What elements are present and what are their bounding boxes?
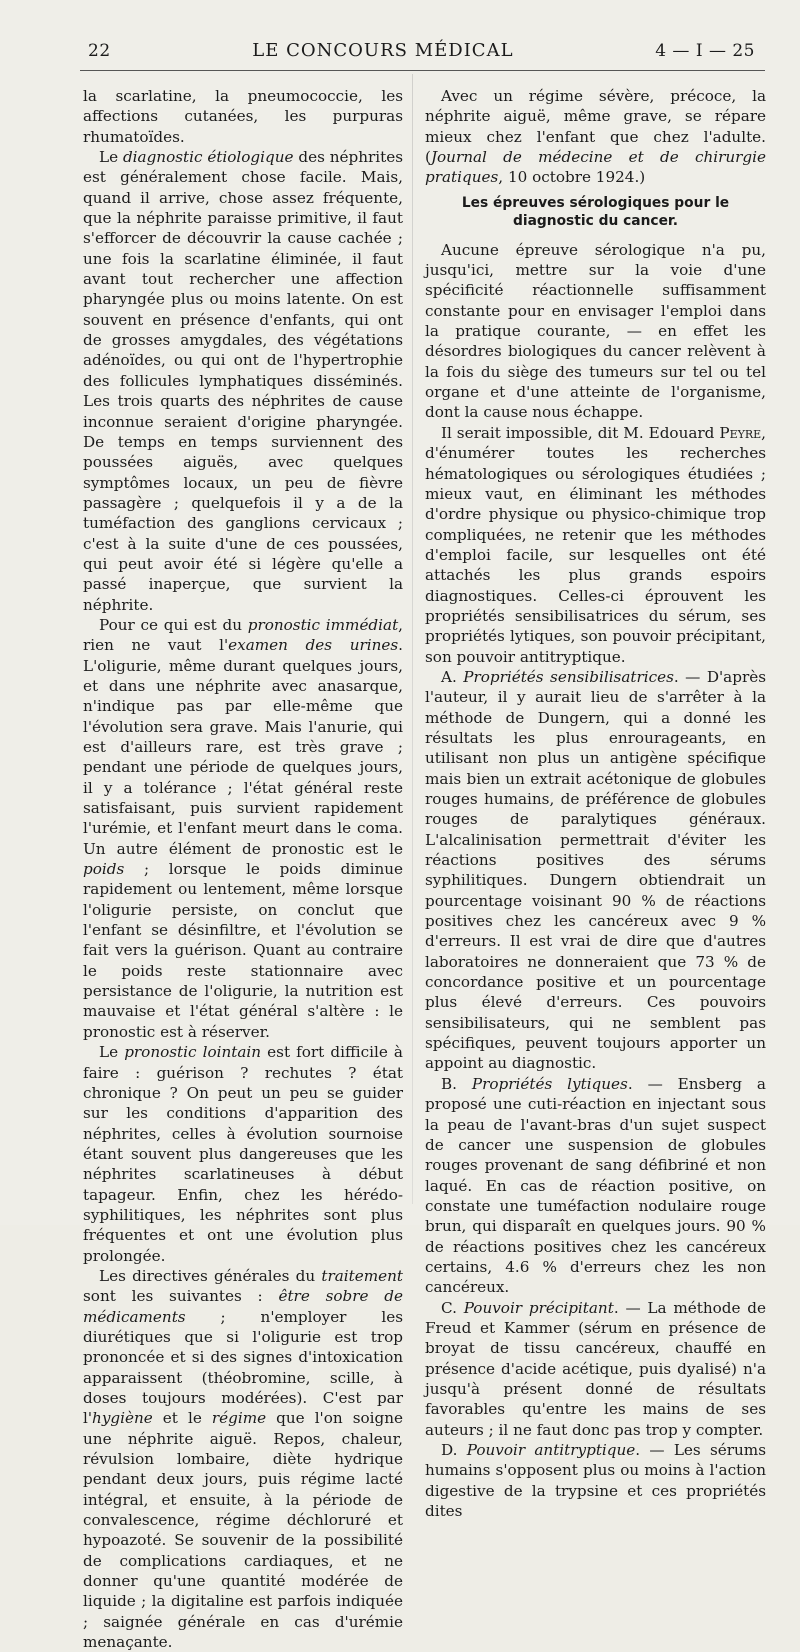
page-number: 22 [88, 41, 111, 61]
page-header [88, 40, 755, 68]
header-rule [80, 70, 765, 71]
left-column [83, 86, 403, 1652]
paragraph-proprietes-sensibilisatrices: A. Propriétés sensibilisatrices. — D'après l'auteur, il y aurait lieu de s'arrêter à la méthode de Dungern, qui a donné les résultats les plus enrourageants, en utilisant non plus un antigène spécifique mais bien un extrait acétonique de globules rouges humains, de préférence de globules rouges de paralytiques généraux. L'alcalinisation permettrait d'éviter les réactions positives des sérums syphilitiques. Dungern obtiendrait un pourcentage voisinant 90 % de réactions positives chez les cancéreux avec 9 % d'erreurs. Il est vrai de dire que d'autres laboratoires ne donneraient que 73 % de concordance positive et un pourcentage plus élevé d'erreurs. Ces pouvoirs sensibilisateurs, qui ne semblent pas spécifiques, peuvent toujours apporter un appoint au diagnostic. [425, 667, 766, 1073]
paragraph-diagnostic-etiologique: Le diagnostic étiologique des néphrites est généralement chose facile. Mais, quand il arrive, chose assez fréquente, que la néphrite paraisse primitive, il faut s'efforcer de découvrir la cause cachée ; une fois la scarlatine éliminée, il faut avant tout rechercher une affection pharyngée plus ou moins latente. On est souvent en présence d'enfants, qui ont de grosses amygdales, des végétations adénoïdes, ou qui ont de l'hypertrophie des follicules lymphatiques disséminés. Les trois quarts des néphrites de cause inconnue seraient d'origine pharyngée. De temps en temps surviennent des poussées aiguës, avec quelques symptômes locaux, un peu de fièvre passagère ; quelquefois il y a de la tuméfaction des ganglions cervicaux ; c'est à la suite d'une de ces poussées, qui peut avoir été si légère qu'elle a passé inaperçue, que survient la néphrite. [83, 148, 403, 614]
paragraph-continuation: la scarlatine, la pneumococcie, les affections cutanées, les purpuras rhumatoïdes. [83, 87, 403, 146]
paragraph-peyre: Il serait impossible, dit M. Edouard Peyre, d'énumérer toutes les recherches hématologiques ou sérologiques étudiées ; mieux vaut, en éliminant les méthodes d'ordre physique ou physico-chimique trop compliquées, ne retenir que les méthodes d'emploi facile, sur lesquelles ont été attachés les plus grands espoirs diagnostiques. Celles-ci éprouvent les propriétés sensibilisatrices du sérum, ses propriétés lytiques, son pouvoir précipitant, son pouvoir antitryptique. [425, 423, 766, 666]
paragraph-pouvoir-antitryptique: D. Pouvoir antitryptique. — Les sérums humains s'opposent plus ou moins à l'action digestive de la trypsine et ces propriétés dites [425, 1441, 766, 1521]
paragraph-regime-severe: Avec un régime sévère, précoce, la néphrite aiguë, même grave, se répare mieux chez l'enfant que chez l'adulte. (Journal de médecine et de chirurgie pratiques, 10 octobre 1924.) [425, 87, 766, 187]
right-column [425, 86, 766, 1521]
journal-title: LE CONCOURS MÉDICAL [252, 40, 514, 61]
paragraph-proprietes-lytiques: B. Propriétés lytiques. — Ensberg a proposé une cuti-réaction en injectant sous la peau de l'avant-bras d'un sujet suspect de cancer une suspension de globules rouges provenant de sang défibriné et non laqué. En cas de réaction positive, on constate une tuméfaction nodulaire rouge brun, qui disparaît en quelques jours. 90 % de réactions positives chez les cancéreux certains, 4.6 % d'erreurs chez les non cancéreux. [425, 1074, 766, 1297]
paragraph-pronostic-immediat: Pour ce qui est du pronostic immédiat, rien ne vaut l'examen des urines. L'oligurie, même durant quelques jours, et dans une néphrite avec anasarque, n'indique pas par elle-même que l'évolution sera grave. Mais l'anurie, qui est d'ailleurs rare, est très grave ; pendant une période de quelques jours, il y a tolérance ; l'état général reste satisfaisant, puis survient rapidement l'urémie, et l'enfant meurt dans le coma. Un autre élément de pronostic est le poids ; lorsque le poids diminue rapidement ou lentement, même lorsque l'oligurie persiste, on conclut que l'enfant se désinfiltre, et l'évolution se fait vers la guérison. Quant au contraire le poids reste stationnaire avec persistance de l'oligurie, la nutrition est mauvaise et l'état général s'altère : le pronostic est à réserver. [83, 615, 403, 1041]
section-heading: Les épreuves sérologiques pour le diagnostic du cancer. [461, 194, 730, 229]
paragraph-pouvoir-precipitant: C. Pouvoir précipitant. — La méthode de Freud et Kammer (sérum en présence de broyat de tissu cancéreux, chauffé en présence d'acide acétique, puis dyalisé) n'a jusqu'à présent donné de résultats favorables qu'entre les mains de ses auteurs ; il ne faut donc pas trop y compter. [425, 1298, 766, 1439]
issue-date: 4 — I — 25 [655, 41, 755, 61]
paragraph-traitement: Les directives générales du traitement sont les suivantes : être sobre de médicaments ; n'employer les diurétiques que si l'oligurie est trop prononcée et si des signes d'intoxication apparaissent (théobromine, scille, à doses toujours modérées). C'est par l'hygiène et le régime que l'on soigne une néphrite aiguë. Repos, chaleur, révulsion lombaire, diète hydrique pendant deux jours, puis régime lacté intégral, et ensuite, à la période de convalescence, régime déchloruré et hypoazoté. Se souvenir de la possibilité de complications cardiaques, et ne donner qu'une quantité modérée de liquide ; la digitaline est parfois indiquée ; saignée générale en cas d'urémie menaçante. [83, 1266, 404, 1652]
paragraph-pronostic-lointain: Le pronostic lointain est fort difficile à faire : guérison ? rechutes ? état chronique ? On peut un peu se guider sur les conditions d'apparition des néphrites, celles à évolution sournoise étant souvent plus dangereuses que les néphrites scarlatineuses à début tapageur. Enfin, chez les hérédo-syphilitiques, les néphrites sont plus fréquentes et ont une évolution plus prolongée. [83, 1043, 403, 1265]
column-divider [412, 74, 413, 1204]
paragraph-intro-serologie: Aucune épreuve sérologique n'a pu, jusqu'ici, mettre sur la voie d'une spécificité réactionnelle suffisamment constante pour en envisager l'emploi dans la pratique courante, — en effet les désordres biologiques du cancer relèvent à la fois du siège des tumeurs sur tel ou tel organe et d'une atteinte de l'organisme, dont la cause nous échappe. [425, 240, 766, 422]
